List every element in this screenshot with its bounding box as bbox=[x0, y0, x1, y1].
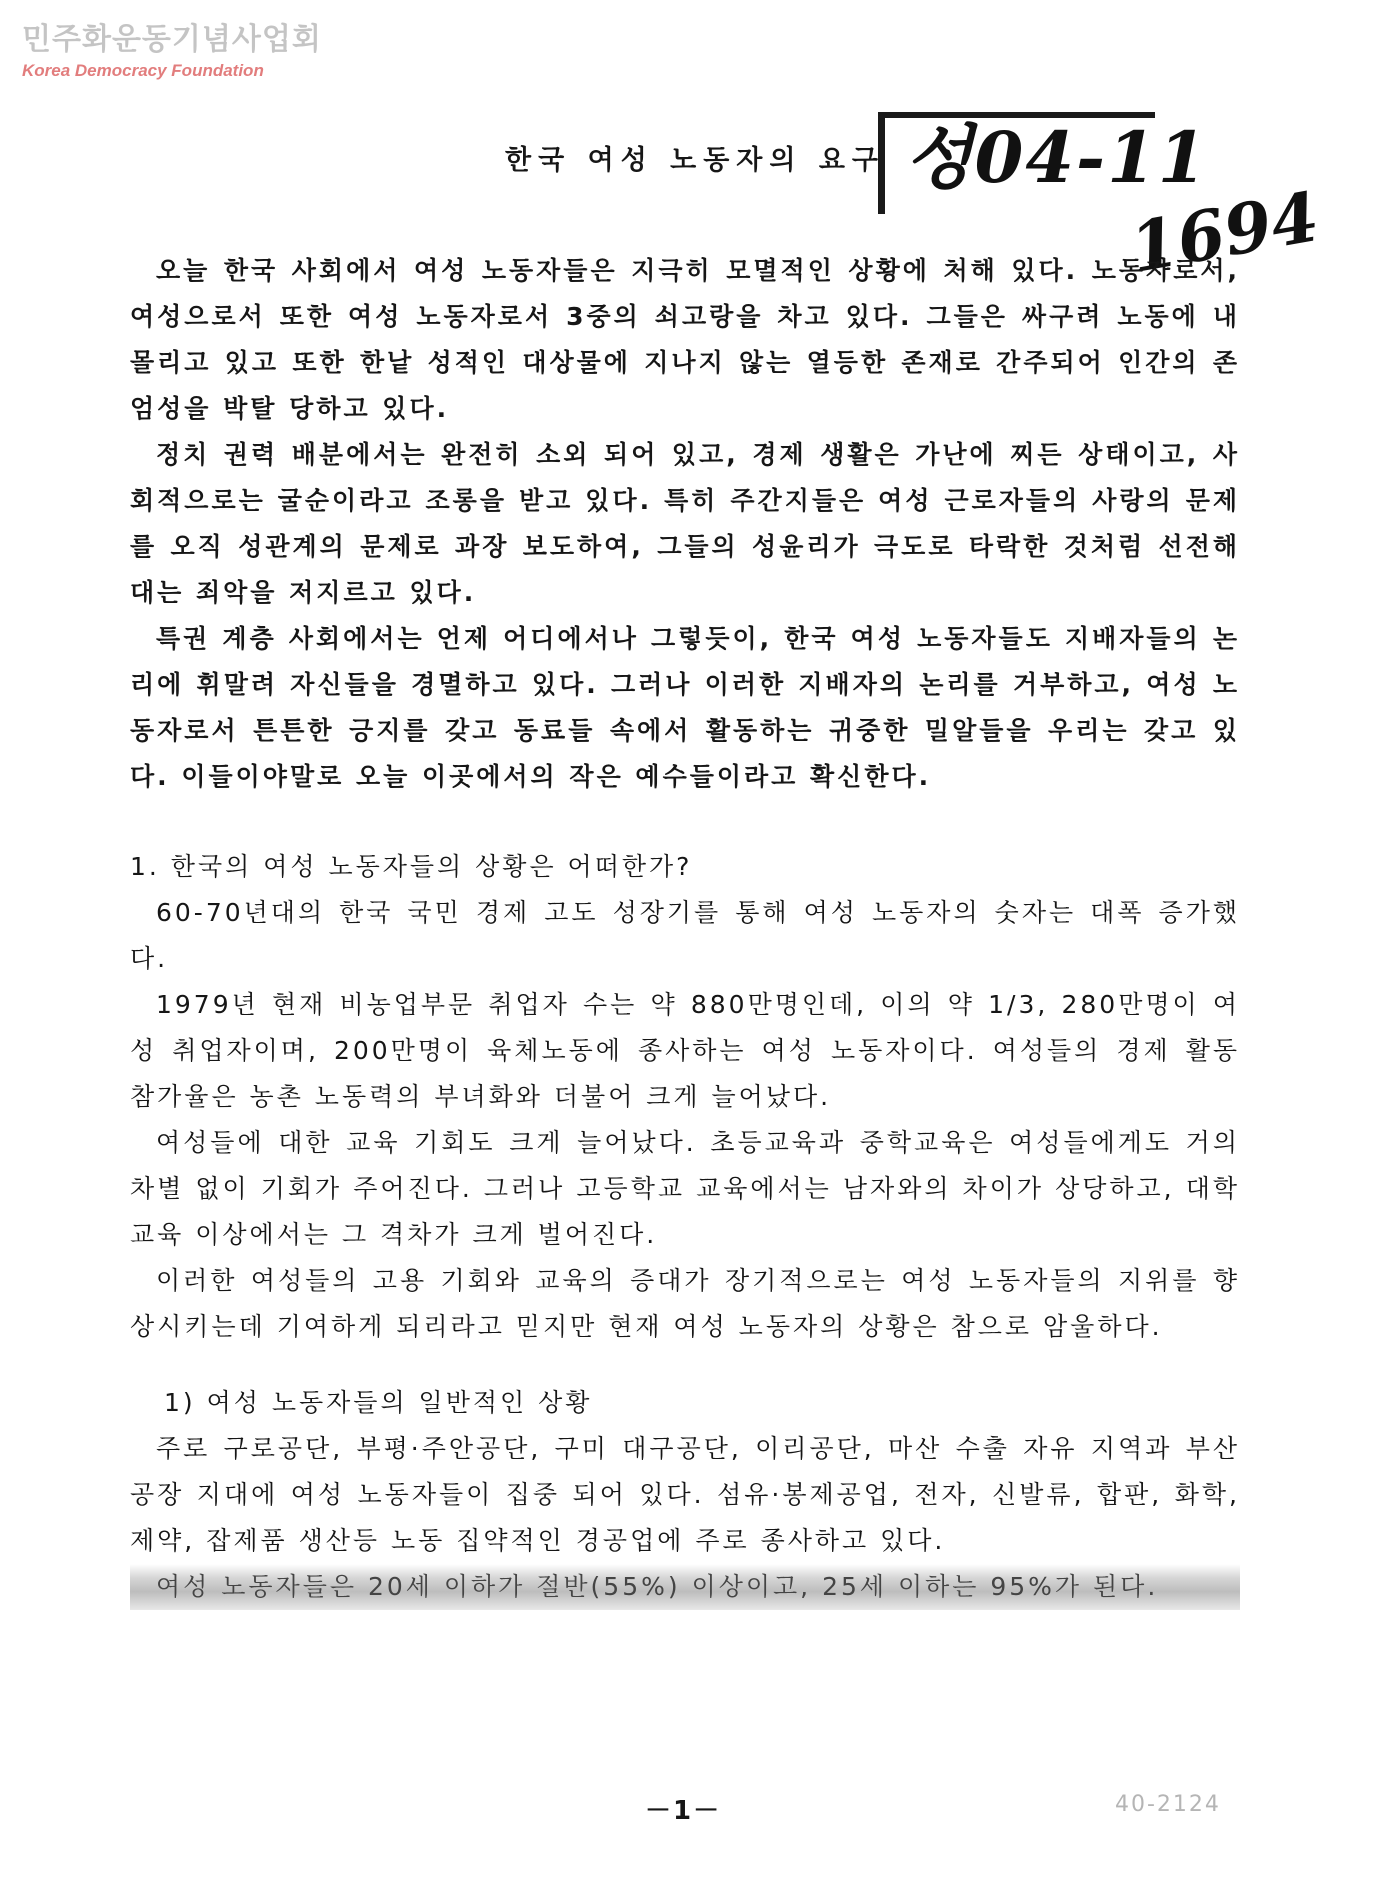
subsection-1-paragraph: 주로 구로공단, 부평·주안공단, 구미 대구공단, 이리공단, 마산 수출 자유 지역과 부산 공장 지대에 여성 노동자들이 집중 되어 있다. 섬유·봉제공업, 전자, 신발류, 합판, 화학, 제약, 잡제품 생산등 노동 집약적인 경공업에 주로 종사하고 있다. bbox=[130, 1434, 1240, 1555]
subsection-1-heading: 1) 여성 노동자들의 일반적인 상황 bbox=[164, 1388, 593, 1417]
archive-stamp-code: 성04-11 bbox=[905, 116, 1209, 199]
watermark-english: Korea Democracy Foundation bbox=[22, 61, 264, 80]
section-1-paragraph-3: 여성들에 대한 교육 기회도 크게 늘어났다. 초등교육과 중학교육은 여성들에게도 거의 차별 없이 기회가 주어진다. 그러나 고등학교 교육에서는 남자와의 차이가 상당하고, 대학교육 이상에서는 그 격차가 크게 벌어진다. bbox=[130, 1128, 1240, 1249]
page-code: 40-2124 bbox=[1115, 1792, 1221, 1817]
section-gap bbox=[130, 800, 1240, 844]
intro-paragraph-2: 정치 권력 배분에서는 완전히 소외 되어 있고, 경제 생활은 가난에 찌든 상태이고, 사회적으로는 굴순이라고 조롱을 받고 있다. 특히 주간지들은 여성 근로자들의 사랑의 문제를 오직 성관계의 문제로 과장 보도하여, 그들의 성윤리가 극도로 타락한 것처럼 선전해대는 죄악을 저지르고 있다. bbox=[130, 440, 1240, 607]
watermark bbox=[22, 22, 322, 82]
section-1-heading: 1. 한국의 여성 노동자들의 상황은 어떠한가? bbox=[130, 852, 693, 881]
document-title: 한국 여성 노동자의 요구 bbox=[505, 145, 886, 176]
section-1-paragraph-4: 이러한 여성들의 고용 기회와 교육의 증대가 장기적으로는 여성 노동자들의 지위를 향상시키는데 기여하게 되리라고 믿지만 현재 여성 노동자의 상황은 참으로 암울하다. bbox=[130, 1266, 1240, 1341]
section-1-paragraph-1: 60-70년대의 한국 국민 경제 고도 성장기를 통해 여성 노동자의 숫자는 대폭 증가했다. bbox=[130, 898, 1240, 973]
intro-paragraph-1: 오늘 한국 사회에서 여성 노동자들은 지극히 모멸적인 상황에 처해 있다. 노동자로서, 여성으로서 또한 여성 노동자로서 3중의 쇠고랑을 차고 있다. 그들은 싸구려 노동에 내몰리고 있고 또한 한낱 성적인 대상물에 지나지 않는 열등한 존재로 간주되어 인간의 존엄성을 박탈 당하고 있다. bbox=[130, 256, 1240, 423]
section-1-paragraph-2: 1979년 현재 비농업부문 취업자 수는 약 880만명인데, 이의 약 1/3, 280만명이 여성 취업자이며, 200만명이 육체노동에 종사하는 여성 노동자이다. 여성들의 경제 활동 참가율은 농촌 노동력의 부녀화와 더불어 크게 늘어났다. bbox=[130, 990, 1240, 1111]
subsection-gap bbox=[130, 1350, 1240, 1380]
page-number: －1－ bbox=[645, 1796, 722, 1826]
watermark-korean: 민주화운동기념사업회 bbox=[22, 22, 322, 57]
subsection-1-last-line: 여성 노동자들은 20세 이하가 절반(55%) 이상이고, 25세 이하는 95%가 된다. bbox=[130, 1564, 1240, 1610]
intro-paragraph-3: 특권 계층 사회에서는 언제 어디에서나 그렇듯이, 한국 여성 노동자들도 지배자들의 논리에 휘말려 자신들을 경멸하고 있다. 그러나 이러한 지배자의 논리를 거부하고, 여성 노동자로서 튼튼한 긍지를 갖고 동료들 속에서 활동하는 귀중한 밀알들을 우리는 갖고 있다. 이들이야말로 오늘 이곳에서의 작은 예수들이라고 확신한다. bbox=[130, 624, 1240, 791]
document-body bbox=[130, 248, 1240, 1610]
archive-stamp-number: 1694 bbox=[1124, 177, 1325, 289]
